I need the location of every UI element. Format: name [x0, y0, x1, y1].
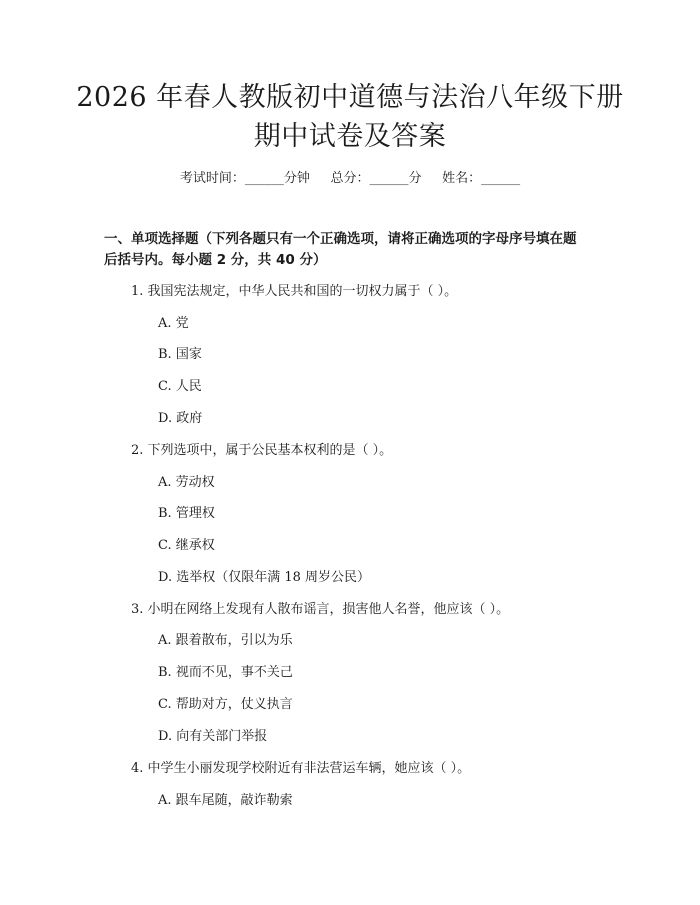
question-stem: 2. 下列选项中，属于公民基本权利的是（ ）。 — [131, 443, 393, 458]
answer-option: C. 继承权 — [158, 538, 215, 553]
answer-option: B. 国家 — [158, 347, 202, 362]
answer-option: D. 向有关部门举报 — [158, 729, 268, 744]
answer-option: A. 跟车尾随，敲诈勒索 — [158, 793, 293, 808]
question-stem: 4. 中学生小丽发现学校附近有非法营运车辆，她应该（ ）。 — [131, 761, 471, 776]
document-title-line-2: 期中试卷及答案 — [253, 121, 447, 152]
question-stem: 3. 小明在网络上发现有人散布谣言，损害他人名誉，他应该（ ）。 — [131, 602, 510, 617]
answer-option: D. 政府 — [158, 411, 203, 426]
document-title-line-1: 2026 年春人教版初中道德与法治八年级下册 — [76, 82, 624, 113]
answer-option: D. 选举权（仅限年满 18 周岁公民） — [158, 570, 371, 585]
answer-option: A. 劳动权 — [158, 475, 215, 490]
answer-option: C. 帮助对方，仗义执言 — [158, 697, 293, 712]
section-heading-line-1: 一、单项选择题（下列各题只有一个正确选项，请将正确选项的字母序号填在题 — [104, 231, 577, 247]
answer-option: A. 党 — [158, 316, 189, 331]
section-heading-line-2: 后括号内。每小题 2 分，共 40 分） — [104, 252, 327, 268]
exam-info-line: 考试时间：______分钟 总分：______分 姓名：______ — [179, 171, 521, 186]
answer-option: B. 视而不见，事不关己 — [158, 665, 293, 680]
answer-option: B. 管理权 — [158, 506, 215, 521]
answer-option: C. 人民 — [158, 379, 202, 394]
answer-option: A. 跟着散布，引以为乐 — [158, 633, 293, 648]
question-stem: 1. 我国宪法规定，中华人民共和国的一切权力属于（ ）。 — [131, 284, 458, 299]
